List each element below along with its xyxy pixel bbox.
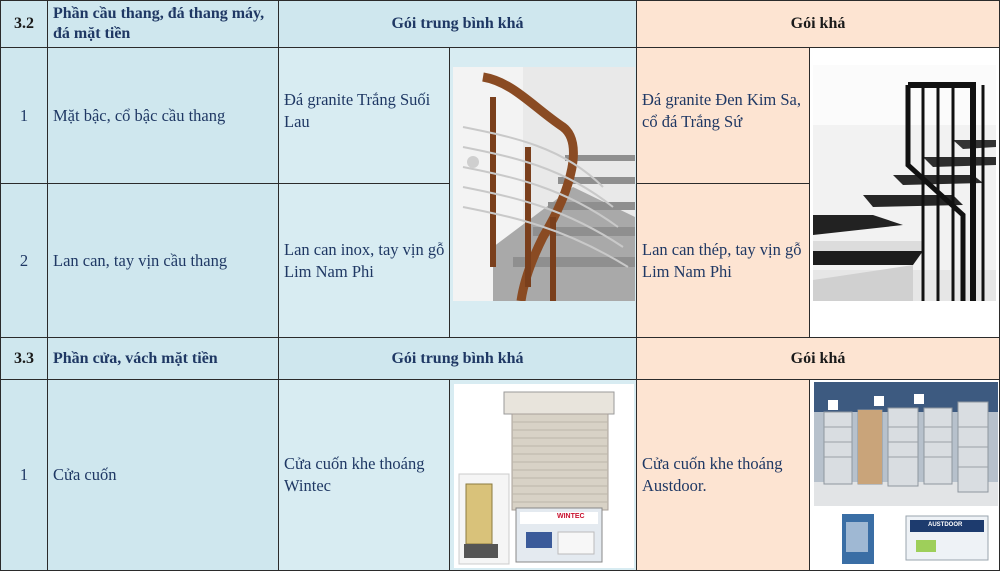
row-index-text: 1 bbox=[19, 105, 29, 125]
stair-image-cell-medium bbox=[449, 47, 637, 338]
good-description-text: Đá granite Đen Kim Sa, cổ đá Trắng Sứ bbox=[642, 89, 801, 131]
section-number bbox=[0, 0, 48, 48]
section-title-text: Phần cầu thang, đá thang máy, đá mặt tiền bbox=[53, 5, 265, 42]
row-index-text: 2 bbox=[19, 250, 29, 270]
section-number-text: 3.3 bbox=[14, 349, 34, 367]
good-description bbox=[636, 183, 810, 338]
section-title bbox=[47, 337, 279, 380]
package-medium-label: Gói trung bình khá bbox=[391, 15, 524, 32]
package-good-header bbox=[636, 0, 1000, 48]
row-index bbox=[0, 379, 48, 571]
door-image-cell-good bbox=[809, 379, 1000, 571]
good-description-text: Lan can thép, tay vịn gỗ Lim Nam Phi bbox=[642, 239, 802, 281]
wintec-label: WINTEC bbox=[557, 513, 585, 520]
medium-description-text: Lan can inox, tay vịn gỗ Lim Nam Phi bbox=[284, 239, 445, 281]
medium-description bbox=[278, 47, 450, 184]
good-description bbox=[636, 47, 810, 184]
door-image-cell-medium bbox=[449, 379, 637, 571]
package-good-label: Gói khá bbox=[790, 15, 846, 32]
row-index bbox=[0, 47, 48, 184]
row-item bbox=[47, 379, 279, 571]
medium-description bbox=[278, 379, 450, 571]
package-good-header bbox=[636, 337, 1000, 380]
stair-steel-photo bbox=[813, 65, 996, 301]
medium-description bbox=[278, 183, 450, 338]
row-item bbox=[47, 47, 279, 184]
row-item-text: Cửa cuốn bbox=[53, 465, 117, 484]
austdoor-showroom-photo bbox=[814, 382, 998, 506]
package-medium-label: Gói trung bình khá bbox=[391, 349, 524, 367]
austdoor-label: AUSTDOOR bbox=[928, 522, 963, 528]
row-item bbox=[47, 183, 279, 338]
good-description bbox=[636, 379, 810, 571]
package-medium-header bbox=[278, 0, 637, 48]
row-index-text: 1 bbox=[19, 465, 29, 484]
stair-image-cell-good bbox=[809, 47, 1000, 338]
section-title-text: Phần cửa, vách mặt tiền bbox=[53, 349, 218, 367]
stair-inox-photo bbox=[453, 67, 635, 301]
row-item-text: Mặt bậc, cổ bậc cầu thang bbox=[53, 105, 226, 125]
medium-description-text: Cửa cuốn khe thoáng Wintec bbox=[284, 454, 425, 495]
good-description-text: Cửa cuốn khe thoáng Austdoor. bbox=[642, 454, 783, 495]
austdoor-equipment-photo bbox=[836, 508, 996, 568]
section-number bbox=[0, 337, 48, 380]
package-good-label: Gói khá bbox=[790, 349, 846, 367]
wintec-door-photo bbox=[454, 384, 634, 568]
medium-description-text: Đá granite Trắng Suối Lau bbox=[284, 89, 431, 131]
section-number-text: 3.2 bbox=[14, 15, 34, 32]
section-title bbox=[47, 0, 279, 48]
package-medium-header bbox=[278, 337, 637, 380]
row-index bbox=[0, 183, 48, 338]
row-item-text: Lan can, tay vịn cầu thang bbox=[53, 250, 228, 270]
